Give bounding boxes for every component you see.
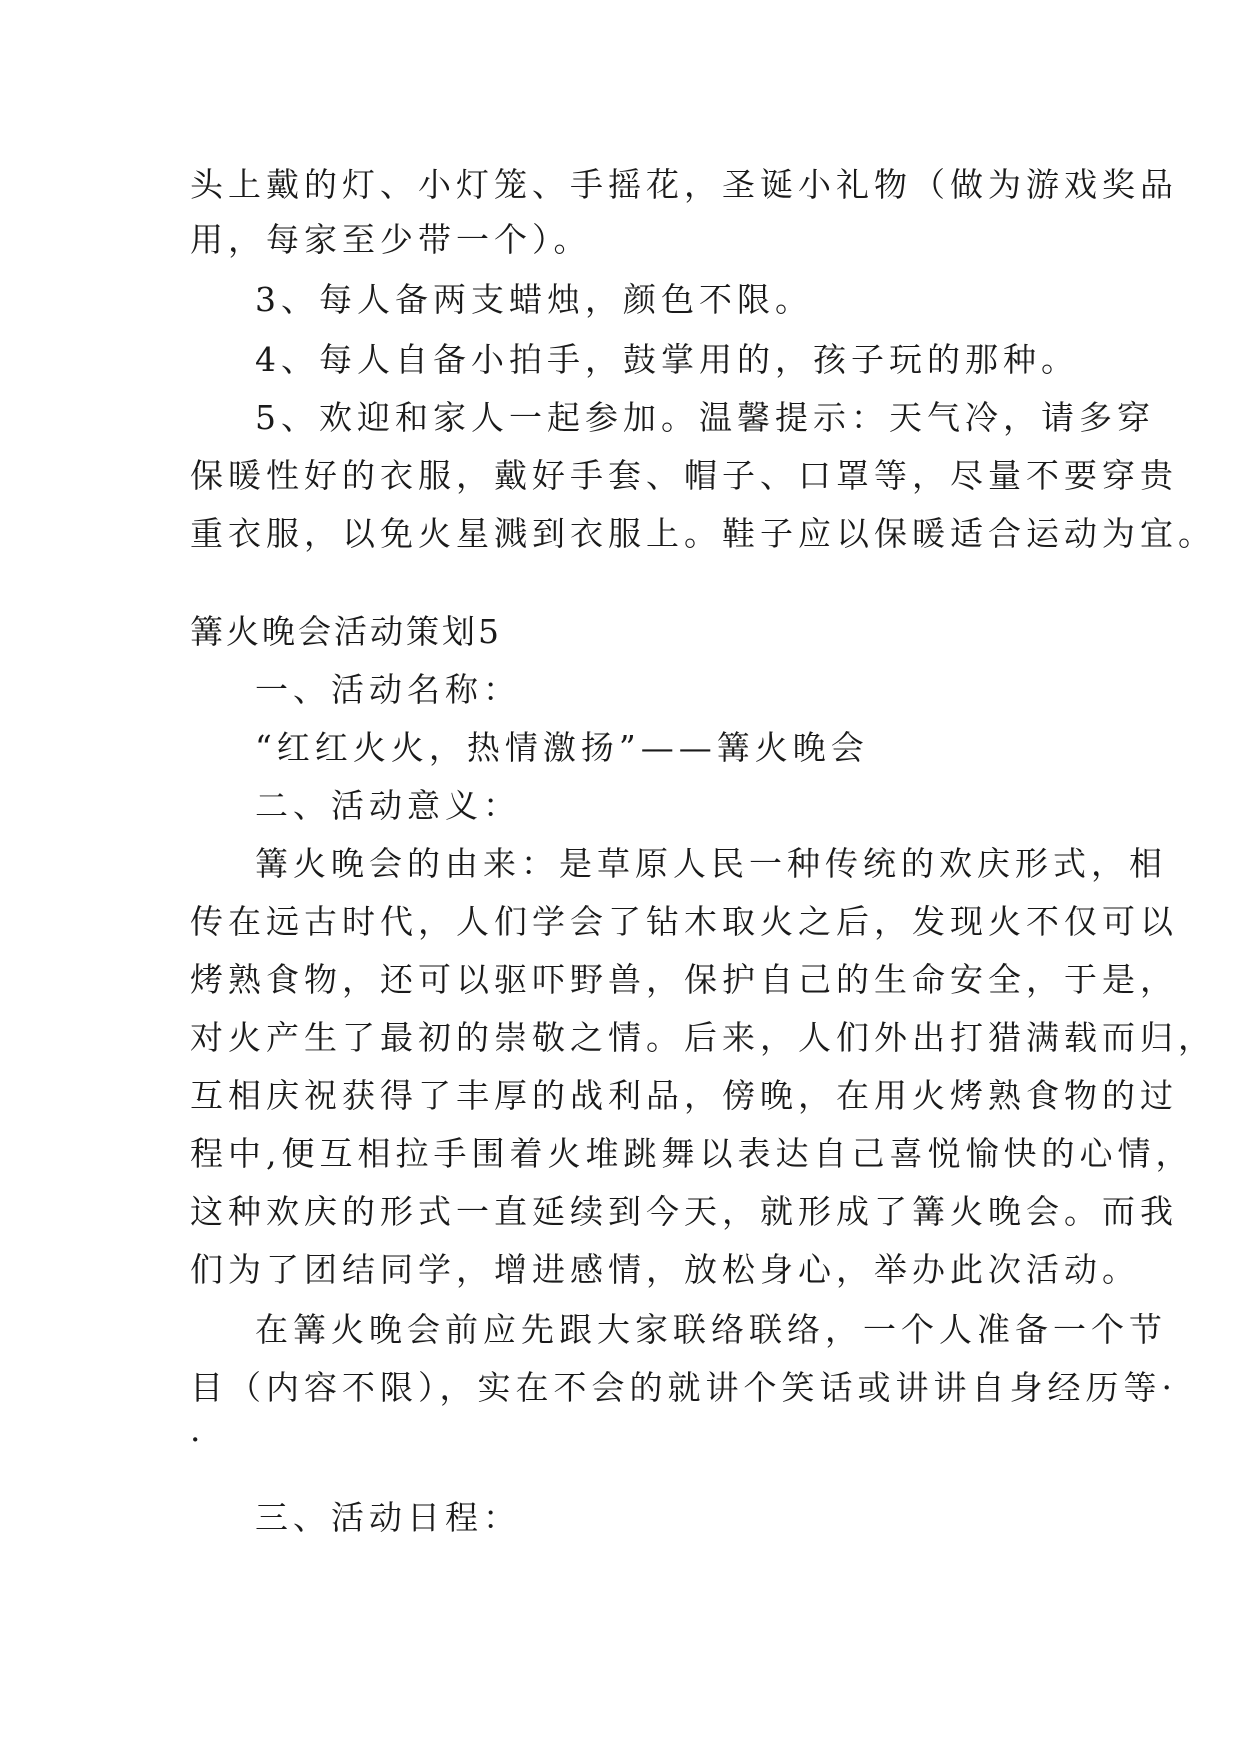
paragraph-line: 这种欢庆的形式一直延续到今天，就形成了篝火晚会。而我 <box>190 1192 1178 1231</box>
heading-activity-schedule: 三、活动日程： <box>255 1498 521 1537</box>
paragraph-line: 传在远古时代，人们学会了钻木取火之后，发现火不仅可以 <box>190 902 1178 941</box>
list-item-5: 5、欢迎和家人一起参加。温馨提示：天气冷，请多穿 <box>255 398 1155 437</box>
heading-activity-name: 一、活动名称： <box>255 670 521 709</box>
paragraph-line: 目（内容不限），实在不会的就讲个笑话或讲讲自身经历等· <box>190 1368 1177 1407</box>
activity-name-text: “红红火火，热情激扬”——篝火晚会 <box>255 728 869 767</box>
text-line: 保暖性好的衣服，戴好手套、帽子、口罩等，尽量不要穿贵 <box>190 456 1178 495</box>
text-line: 重衣服，以免火星溅到衣服上。鞋子应以保暖适合运动为宜。 <box>190 514 1216 553</box>
paragraph-line: · <box>190 1420 206 1459</box>
paragraph-line: 们为了团结同学，增进感情，放松身心，举办此次活动。 <box>190 1250 1140 1289</box>
section-title: 篝火晚会活动策划5 <box>190 612 502 651</box>
text-line: 头上戴的灯、小灯笼、手摇花，圣诞小礼物（做为游戏奖品 <box>190 165 1178 204</box>
paragraph-line: 对火产生了最初的崇敬之情。后来，人们外出打猎满载而归， <box>190 1018 1216 1057</box>
list-item-4: 4、每人自备小拍手，鼓掌用的，孩子玩的那种。 <box>255 340 1079 379</box>
paragraph-line: 烤熟食物，还可以驱吓野兽，保护自己的生命安全，于是， <box>190 960 1178 999</box>
text-line: 用，每家至少带一个）。 <box>190 220 592 259</box>
heading-activity-meaning: 二、活动意义： <box>255 786 521 825</box>
list-item-3: 3、每人备两支蜡烛，颜色不限。 <box>255 280 813 319</box>
paragraph-line: 在篝火晚会前应先跟大家联络联络，一个人准备一个节 <box>255 1310 1167 1349</box>
paragraph-line: 篝火晚会的由来：是草原人民一种传统的欢庆形式，相 <box>255 844 1167 883</box>
paragraph-line: 互相庆祝获得了丰厚的战利品，傍晚，在用火烤熟食物的过 <box>190 1076 1178 1115</box>
paragraph-line: 程中,便互相拉手围着火堆跳舞以表达自己喜悦愉快的心情， <box>190 1134 1194 1173</box>
